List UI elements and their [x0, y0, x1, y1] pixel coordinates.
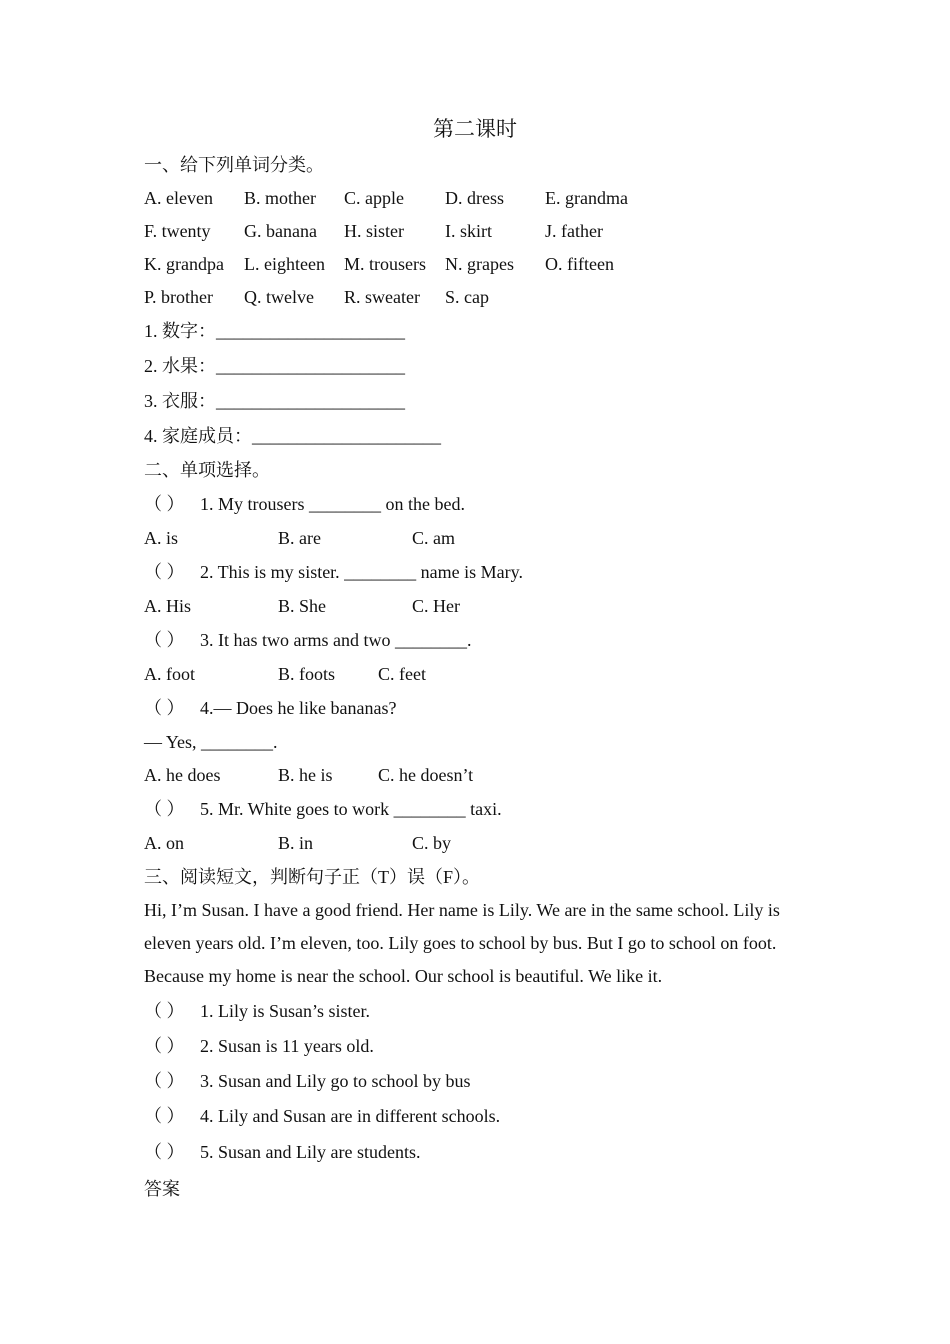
- word-item: D. dress: [445, 188, 504, 208]
- word-item: L. eighteen: [244, 254, 325, 274]
- option: C. feet: [378, 664, 426, 684]
- question-text: 2. This is my sister. ________ name is Mary.: [200, 562, 523, 582]
- statement-5: [144, 1140, 420, 1164]
- word-item: C. apple: [344, 188, 404, 208]
- option: B. in: [278, 833, 314, 853]
- statement-3: [144, 1069, 471, 1093]
- question-1: [144, 492, 465, 516]
- answer-paren: （ ）: [144, 1036, 185, 1056]
- question-3: [144, 628, 471, 652]
- question-4-reply: — Yes, ________.: [144, 732, 278, 752]
- statement-text: 2. Susan is 11 years old.: [200, 1036, 374, 1056]
- statement-text: 3. Susan and Lily go to school by bus: [200, 1071, 471, 1091]
- word-item: B. mother: [244, 188, 316, 208]
- category-blank: 3. 衣服：_____________________: [144, 391, 405, 411]
- option: C. by: [412, 833, 452, 853]
- category-blank: 1. 数字：_____________________: [144, 321, 405, 341]
- word-item: A. eleven: [144, 188, 213, 208]
- question-5: [144, 797, 502, 821]
- question-2: [144, 560, 523, 584]
- category-blank: 4. 家庭成员：_____________________: [144, 426, 441, 446]
- word-item: P. brother: [144, 287, 213, 307]
- option: A. is: [144, 528, 179, 548]
- statement-2: [144, 1034, 374, 1058]
- option: B. She: [278, 596, 327, 616]
- statement-text: 5. Susan and Lily are students.: [200, 1142, 421, 1162]
- answer-paren: （ ）: [144, 698, 185, 718]
- word-item: S. cap: [445, 287, 489, 307]
- answer-paren: （ ）: [144, 494, 185, 514]
- category-blank: 2. 水果：_____________________: [144, 356, 405, 376]
- answer-paren: （ ）: [144, 1142, 185, 1162]
- word-item: Q. twelve: [244, 287, 314, 307]
- option: A. he does: [144, 765, 221, 785]
- question-text: 3. It has two arms and two ________.: [200, 630, 472, 650]
- question-4: [144, 696, 396, 720]
- page-title: 第二课时: [433, 117, 517, 141]
- option: C. am: [412, 528, 455, 548]
- answer-paren: （ ）: [144, 799, 185, 819]
- word-item: J. father: [545, 221, 603, 241]
- option: A. His: [144, 596, 192, 616]
- option: B. are: [278, 528, 321, 548]
- word-item: H. sister: [344, 221, 404, 241]
- answer-paren: （ ）: [144, 1106, 185, 1126]
- word-item: O. fifteen: [545, 254, 614, 274]
- question-text: 5. Mr. White goes to work ________ taxi.: [200, 799, 502, 819]
- word-item: E. grandma: [545, 188, 628, 208]
- question-text: 4.— Does he like bananas?: [200, 698, 397, 718]
- section2-heading: 二、单项选择。: [144, 460, 270, 480]
- word-item: N. grapes: [445, 254, 514, 274]
- option: A. on: [144, 833, 184, 853]
- reading-passage: Hi, I’m Susan. I have a good friend. Her name is Lily. We are in the same school. Lily is eleven years old. I’m eleven, too. Lily goes to school by bus. But I go to school on foot. Because my home is near the school. Our school is beautiful. We like it.: [144, 900, 780, 986]
- answer-paren: （ ）: [144, 562, 185, 582]
- word-item: I. skirt: [445, 221, 492, 241]
- option: B. foots: [278, 664, 336, 684]
- statement-text: 4. Lily and Susan are in different schools.: [200, 1106, 501, 1126]
- word-item: M. trousers: [344, 254, 426, 274]
- word-item: F. twenty: [144, 221, 211, 241]
- statement-4: [144, 1104, 500, 1128]
- word-item: G. banana: [244, 221, 317, 241]
- option: C. Her: [412, 596, 460, 616]
- answer-paren: （ ）: [144, 1071, 185, 1091]
- word-item: R. sweater: [344, 287, 420, 307]
- answer-label: 答案: [144, 1179, 180, 1199]
- option: C. he doesn’t: [378, 765, 474, 785]
- word-item: K. grandpa: [144, 254, 224, 274]
- question-text: 1. My trousers ________ on the bed.: [200, 494, 465, 514]
- option: A. foot: [144, 664, 195, 684]
- answer-paren: （ ）: [144, 630, 185, 650]
- option: B. he is: [278, 765, 333, 785]
- section3-heading: 三、阅读短文，判断句子正（T）误（F）。: [144, 867, 481, 887]
- answer-paren: （ ）: [144, 1001, 185, 1021]
- statement-1: [144, 999, 370, 1023]
- statement-text: 1. Lily is Susan’s sister.: [200, 1001, 371, 1021]
- section1-heading: 一、给下列单词分类。: [144, 155, 324, 175]
